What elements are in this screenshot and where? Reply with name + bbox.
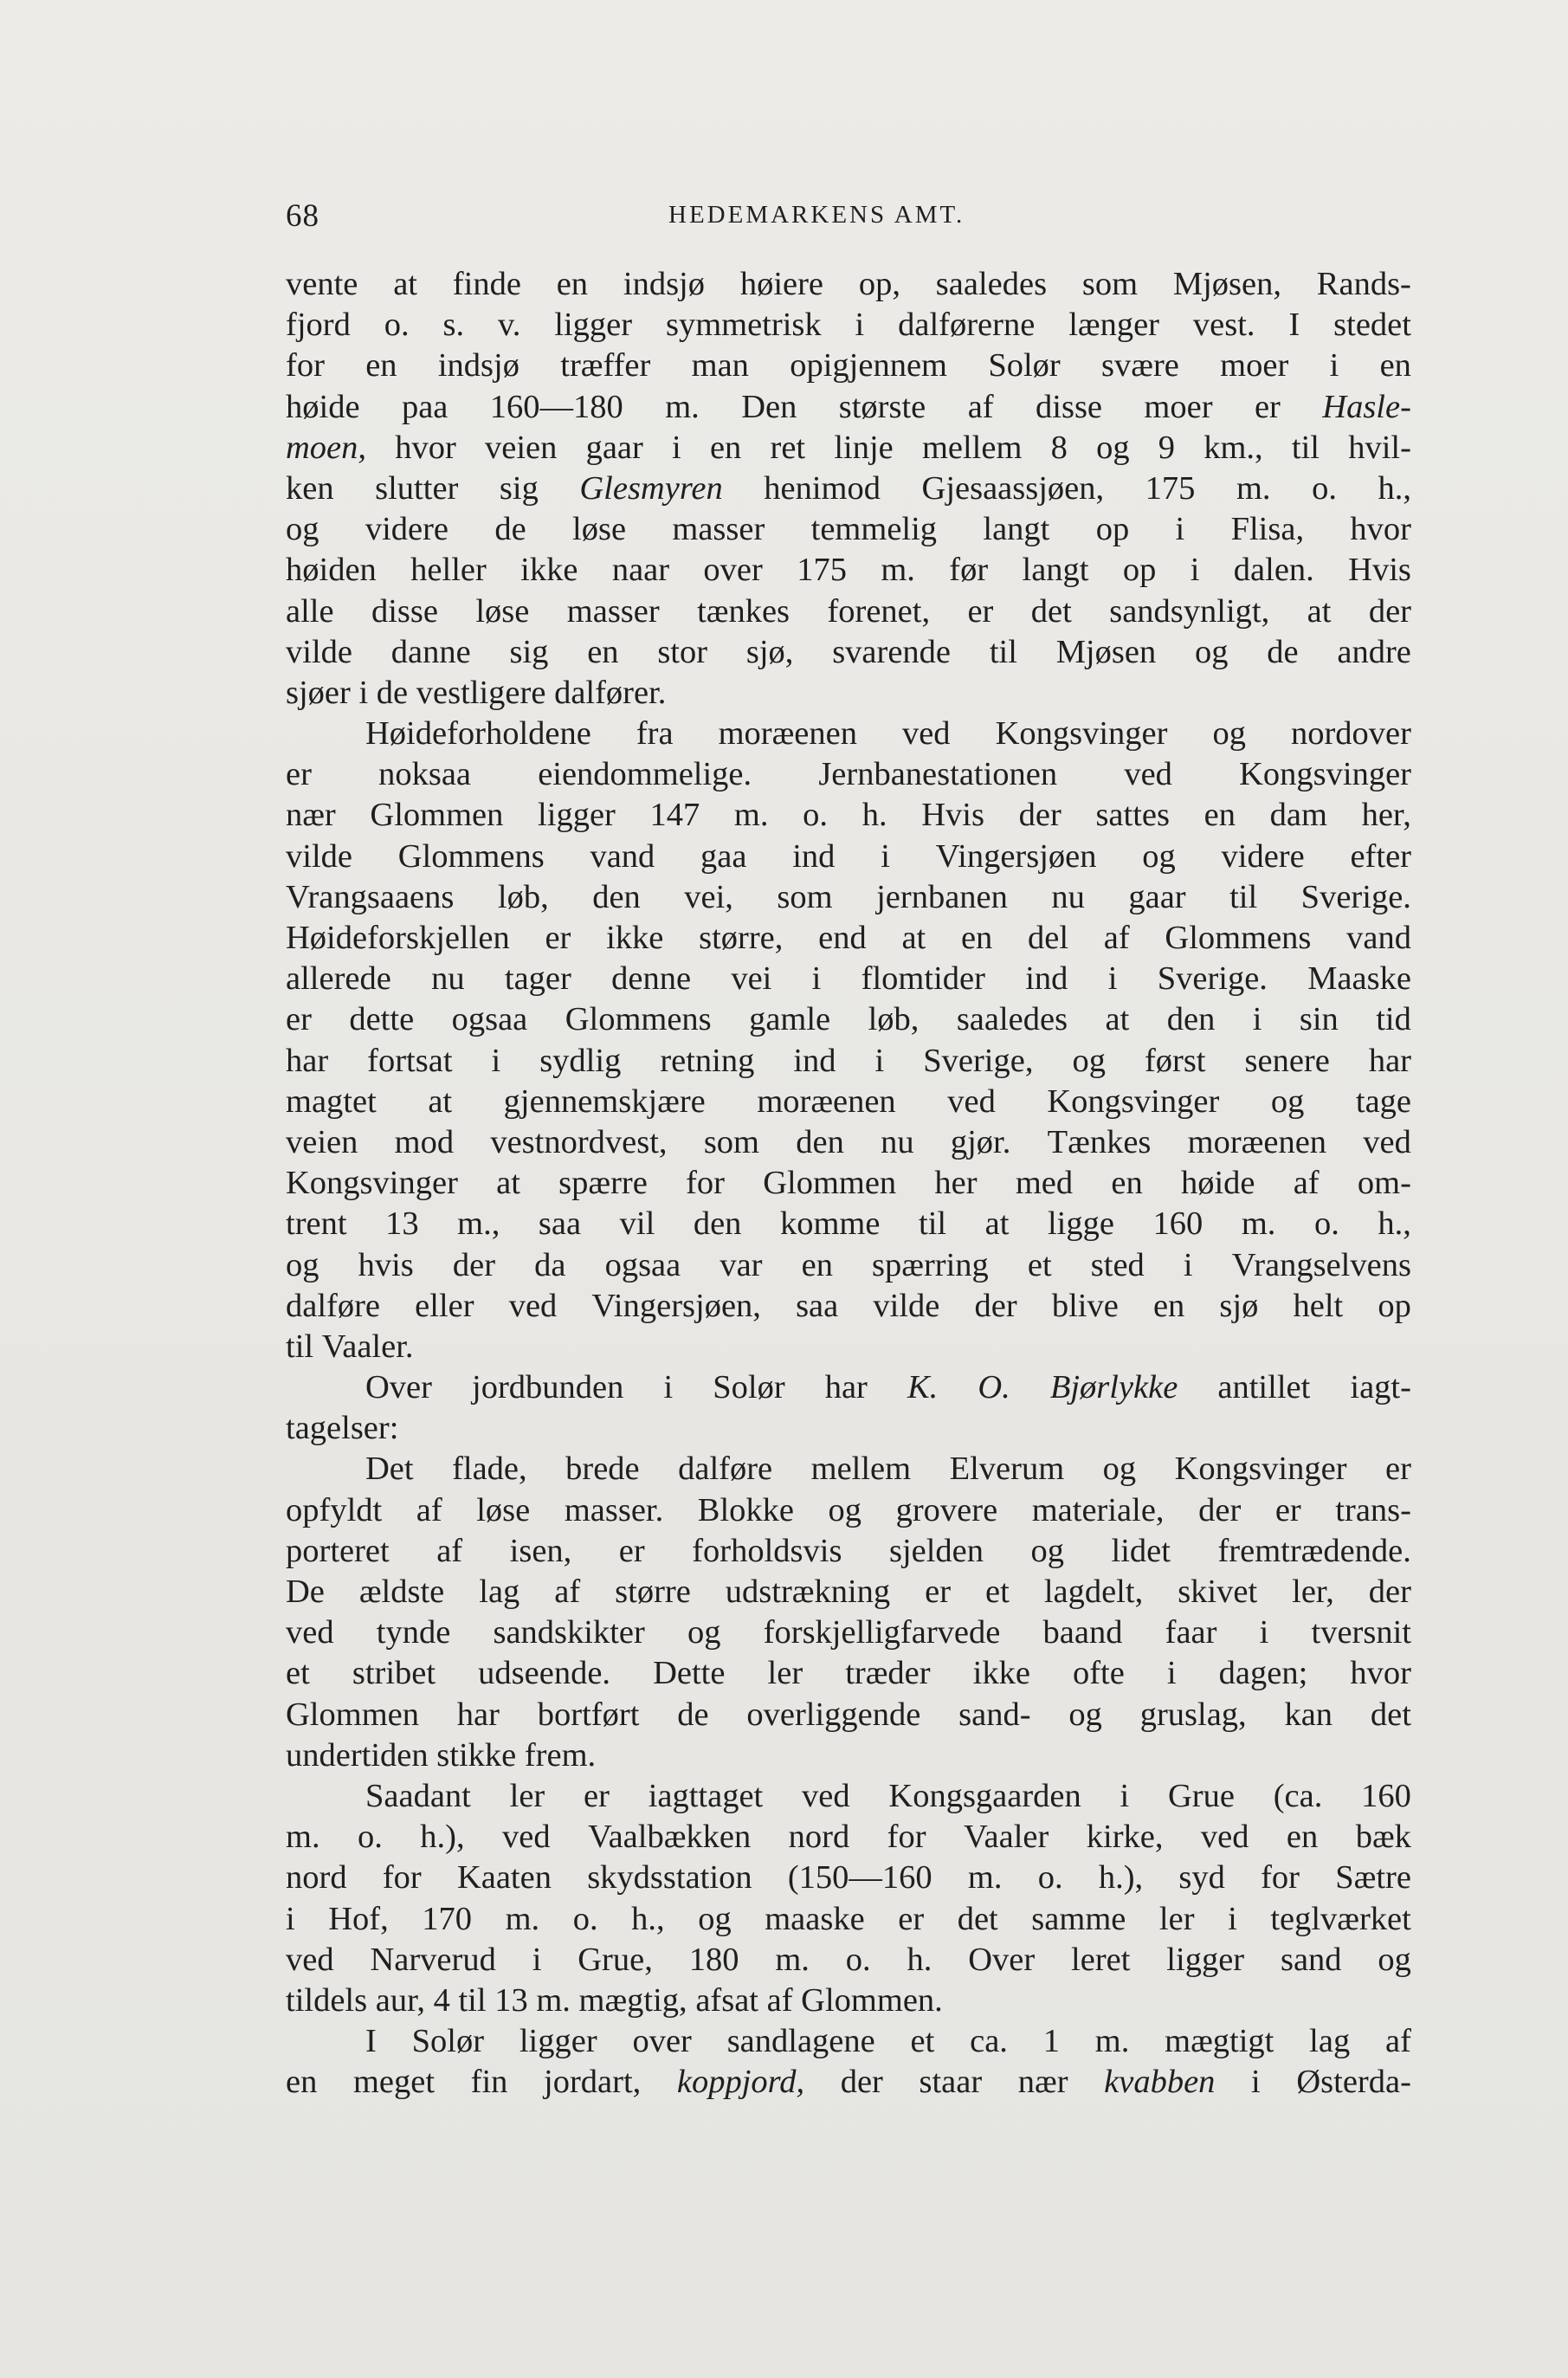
text-line: for en indsjø træffer man opigjennem Solør svære moer i en — [286, 347, 1411, 384]
page-number: 68 — [286, 198, 319, 234]
text-line: opfyldt af løse masser. Blokke og grovere materiale, der er trans- — [286, 1491, 1411, 1528]
text-line: har fortsat i sydlig retning ind i Sverige, og først senere har — [286, 1042, 1411, 1079]
text-line: Det flade, brede dalføre mellem Elverum og Kongsvinger er — [365, 1451, 1411, 1488]
text-line: veien mod vestnordvest, som den nu gjør. Tænkes moræenen ved — [286, 1123, 1411, 1160]
text-line: allerede nu tager denne vei i flomtider ind i Sverige. Maaske — [286, 960, 1411, 998]
text-line: I Solør ligger over sandlagene et ca. 1 m. mægtigt lag af — [365, 2023, 1411, 2060]
text-line: ved Narverud i Grue, 180 m. o. h. Over leret ligger sand og — [286, 1941, 1411, 1978]
text-line: høiden heller ikke naar over 175 m. før langt op i dalen. Hvis — [286, 552, 1411, 589]
text-line: fjord o. s. v. ligger symmetrisk i dalførerne længer vest. I stedet — [286, 307, 1411, 344]
text-line: og hvis der da ogsaa var en spærring et sted i Vrangselvens — [286, 1246, 1411, 1283]
text-line: m. o. h.), ved Vaalbækken nord for Vaaler kirke, ved en bæk — [286, 1819, 1411, 1856]
text-line: trent 13 m., saa vil den komme til at ligge 160 m. o. h., — [286, 1205, 1411, 1243]
text-line: Høideforholdene fra moræenen ved Kongsvinger og nordover — [365, 715, 1411, 753]
text-line: alle disse løse masser tænkes forenet, er det sandsynligt, at der — [286, 592, 1411, 630]
text-line: tildels aur, 4 til 13 m. mægtig, afsat af Glommen. — [286, 1981, 943, 2019]
text-line: Glommen har bortført de overliggende sand- og gruslag, kan det — [286, 1696, 1411, 1733]
text-line: i Hof, 170 m. o. h., og maaske er det samme ler i teglværket — [286, 1900, 1411, 1937]
text-line: Høideforskjellen er ikke større, end at en del af Glommens vand — [286, 920, 1411, 956]
running-title: HEDEMARKENS AMT. — [668, 201, 965, 229]
text-line: tagelser: — [286, 1410, 399, 1447]
text-line: en meget fin jordart, koppjord, der staar nær kvabben i Østerda- — [286, 2064, 1411, 2101]
text-line: Kongsvinger at spærre for Glommen her med en høide af om- — [286, 1165, 1411, 1202]
text-line: magtet at gjennemskjære moræenen ved Kongsvinger og tage — [286, 1082, 1411, 1120]
text-line: sjøer i de vestligere dalfører. — [286, 674, 667, 711]
text-line: De ældste lag af større udstrækning er et lagdelt, skivet ler, der — [286, 1573, 1411, 1610]
text-line: er dette ogsaa Glommens gamle løb, saaledes at den i sin tid — [286, 1001, 1411, 1038]
text-line: vilde danne sig en stor sjø, svarende til Mjøsen og de andre — [286, 633, 1411, 670]
text-line: moen, hvor veien gaar i en ret linje mellem 8 og 9 km., til hvil- — [286, 429, 1411, 466]
text-line: porteret af isen, er forholdsvis sjelden og lidet fremtrædende. — [286, 1532, 1411, 1569]
text-line: ken slutter sig Glesmyren henimod Gjesaassjøen, 175 m. o. h., — [286, 469, 1411, 507]
text-line: ved tynde sandskikter og forskjelligfarvede baand faar i tversnit — [286, 1614, 1411, 1651]
text-line: er noksaa eiendommelige. Jernbanestationen ved Kongsvinger — [286, 756, 1411, 793]
text-line: vilde Glommens vand gaa ind i Vingersjøen og videre efter — [286, 837, 1411, 875]
text-line: et stribet udseende. Dette ler træder ikke ofte i dagen; hvor — [286, 1655, 1411, 1692]
page-header — [286, 191, 1411, 242]
body-text — [286, 264, 1411, 2103]
text-line: til Vaaler. — [286, 1328, 414, 1365]
text-line: undertiden stikke frem. — [286, 1736, 597, 1774]
text-line: vente at finde en indsjø høiere op, saaledes som Mjøsen, Rands- — [286, 266, 1411, 302]
text-line: nord for Kaaten skydsstation (150—160 m. o. h.), syd for Sætre — [286, 1859, 1411, 1897]
text-line: høide paa 160—180 m. Den største af disse moer er Hasle- — [286, 388, 1411, 425]
text-line: Vrangsaaens løb, den vei, som jernbanen nu gaar til Sverige. — [286, 878, 1411, 915]
text-line: nær Glommen ligger 147 m. o. h. Hvis der sattes en dam her, — [286, 797, 1411, 834]
text-line: dalføre eller ved Vingersjøen, saa vilde der blive en sjø helt op — [286, 1287, 1411, 1324]
text-line: Over jordbunden i Solør har K. O. Bjørlykke antillet iagt- — [365, 1369, 1411, 1406]
text-line: og videre de løse masser temmelig langt op i Flisa, hvor — [286, 511, 1411, 548]
text-line: Saadant ler er iagttaget ved Kongsgaarden i Grue (ca. 160 — [365, 1777, 1411, 1814]
